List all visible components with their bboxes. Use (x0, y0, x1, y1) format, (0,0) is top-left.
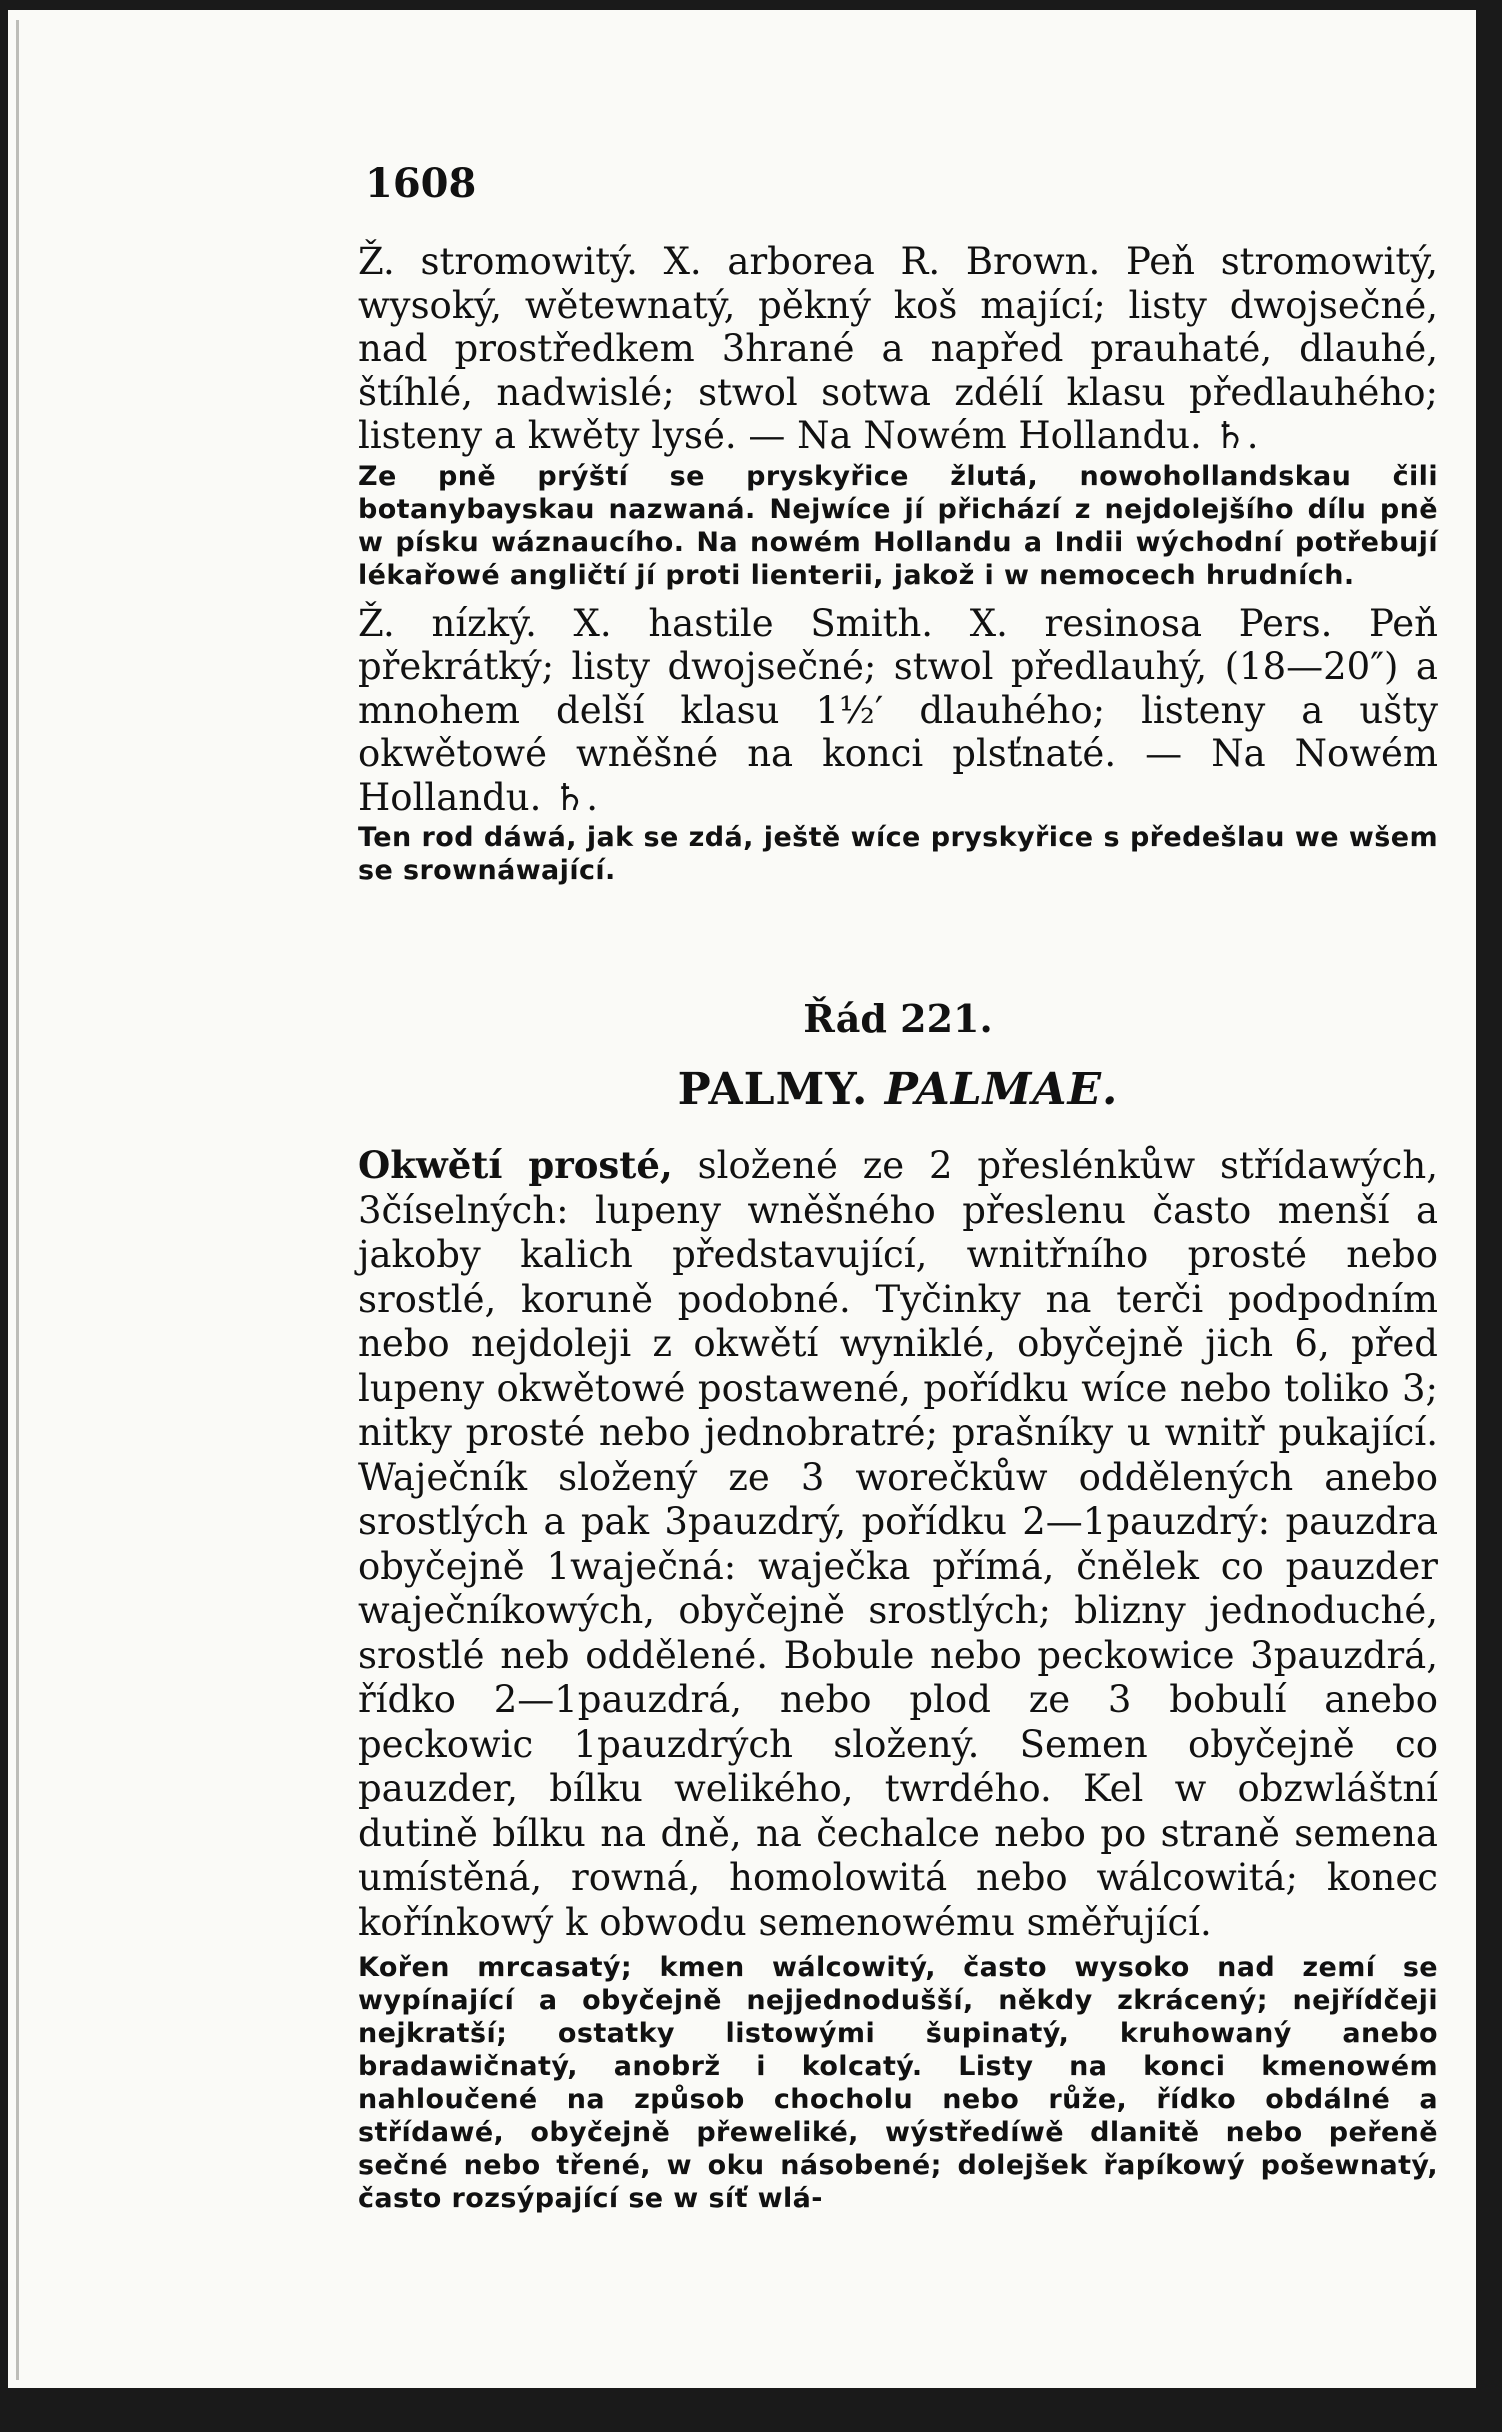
scan-edge-right (1476, 0, 1502, 2432)
family-heading-latin: PALMAE. (884, 1064, 1119, 1115)
family-description (358, 1143, 1438, 1945)
order-heading: Řád 221. (803, 996, 993, 1041)
family-description-body: složené ze 2 přeslénkůw střídawých, 3číselných: lupeny wněšného přeslenu často menší a jakoby kalich představující, wnitřního prosté nebo srostlé, koruně podobné. Tyčinky na terči podpodním nebo nejdoleji z okwětí wyniklé, obyčejně jich 6, před lupeny okwětowé postawené, pořídku wíce nebo toliko 3; nitky prosté nebo jednobratré; prašníky u wnitř pukající. Waječník složený ze 3 worečkůw oddělených anebo srostlých a pak 3pauzdrý, pořídku 2—1pauzdrý: pauzdra obyčejně 1waječná: waječka přímá, čnělek co pauzder waječníkowých, obyčejně srostlých; blizny jednoduché, srostlé neb oddělené. Bobule nebo peckowice 3pauzdrá, řídko 2—1pauzdrá, nebo plod ze 3 bobulí anebo peckowic 1pauzdrých složený. Semen obyčejně co pauzder, bílku welikého, twrdého. Kel w obzwláštní dutině bílku na dně, na čechalce nebo po straně semena umístěná, rowná, homolowitá nebo wálcowitá; konec kořínkowý k obwodu semenowému směřující. (358, 1144, 1438, 1944)
scan-edge-bottom (0, 2388, 1502, 2432)
family-heading (358, 1063, 1438, 1117)
scan-edge-left (0, 0, 8, 2432)
entry-hastile-note: Ten rod dáwá, jak se zdá, ještě wíce pryskyřice s předešlau we wšem se srownáwající. (358, 822, 1438, 886)
scan-edge-top (0, 0, 1502, 10)
text-column (358, 240, 1438, 2215)
entry-arborea-note: Ze pně prýští se pryskyřice žlutá, nowohollandskau čili botanybayskau nazwaná. Nejwíce jí přichází z nejdolejšího dílu pně w písku wáznaucího. Na nowém Hollandu a Indii wýchodní potřebují lékařowé angličtí jí proti lienterii, jakož i w nemocech hrudních. (358, 460, 1438, 591)
family-heading-czech: PALMY. (677, 1064, 869, 1115)
entry-arborea-body: Ž. stromowitý. X. arborea R. Brown. Peň stromowitý, wysoký, wětewnatý, pěkný koš mající; listy dwojsečné, nad prostředkem 3hrané a napřed prauhaté, dlauhé, štíhlé, nadwislé; stwol sotwa zdélí klasu předlauhého; listeny a kwěty lysé. — Na Nowém Hollandu. ♄. (358, 240, 1438, 457)
page-number: 1608 (365, 160, 477, 207)
family-description-intro: Okwětí prosté, (358, 1143, 673, 1187)
page-gutter-line (16, 20, 19, 2380)
family-description-note: Kořen mrcasatý; kmen wálcowitý, často wysoko nad zemí se wypínající a obyčejně nejjednodušší, někdy zkrácený; nejřídčeji nejkratší; ostatky listowými šupinatý, kruhowaný anebo bradawičnatý, anobrž i kolcatý. Listy na konci kmenowém nahloučené na způsob chocholu nebo růže, řídko obdálné a střídawé, obyčejně přeweliké, wýstředíwě dlanitě nebo peřeně sečné nebo třené, w oku násobené; dolejšek řapíkowý pošewnatý, často rozsýpající se w síť wlá- (358, 1952, 1438, 2214)
entry-hastile-body: Ž. nízký. X. hastile Smith. X. resinosa Pers. Peň překrátký; listy dwojsečné; stwol předlauhý, (18—20″) a mnohem delší klasu 1½′ dlauhého; listeny a ušty okwětowé wněšné na konci plsťnaté. — Na Nowém Hollandu. ♄. (358, 601, 1438, 819)
